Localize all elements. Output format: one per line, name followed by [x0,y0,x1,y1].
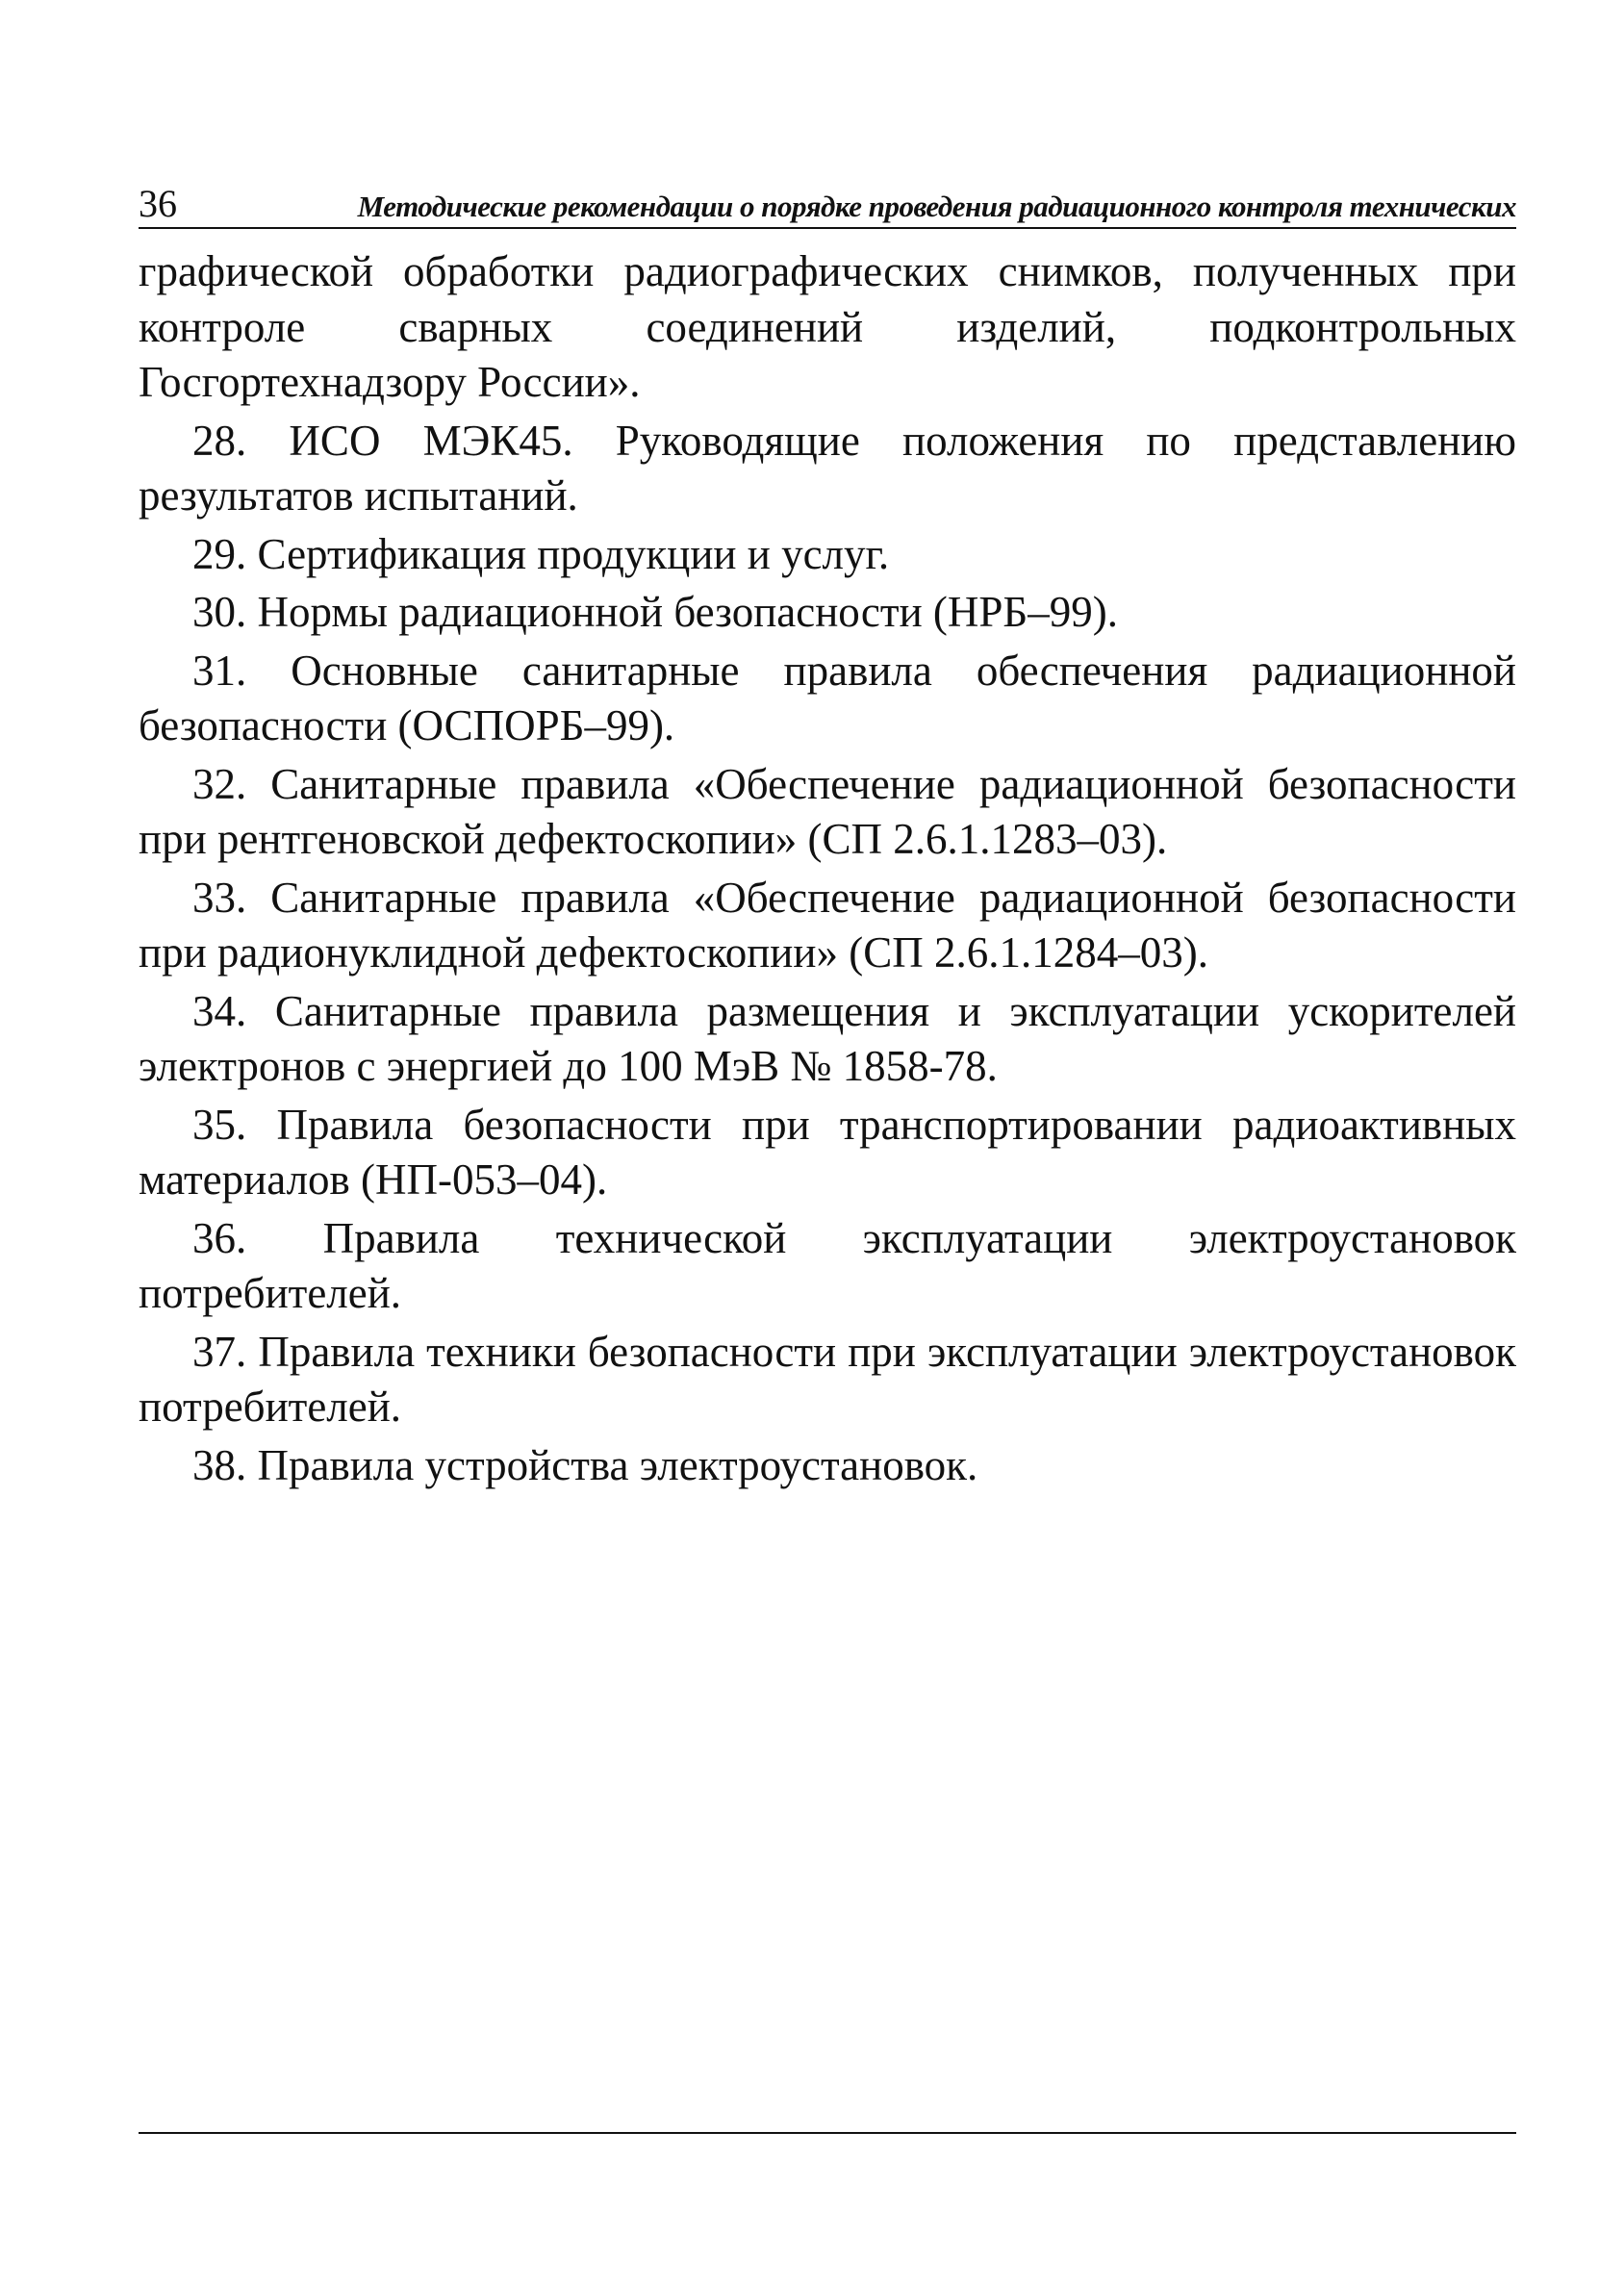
continuation-paragraph: графической обработки радиографических снимков, полученных при контроле сварных соединений изделий, подконтрольных Госгортехнадзору России». [139,247,1516,406]
reference-item-34: 34. Санитарные правила размещения и эксплуатации ускорителей электронов с энергией до 100 МэВ № 1858-78. [139,986,1516,1090]
reference-item-30: 30. Нормы радиационной безопасности (НРБ–99). [192,588,1118,636]
page-header [139,181,1516,229]
footer-rule [139,2132,1516,2134]
reference-list [139,244,1516,1493]
page-number: 36 [139,182,177,225]
reference-item-32: 32. Санитарные правила «Обеспечение радиационной безопасности при рентгеновской дефектоскопии» (СП 2.6.1.1283–03). [139,759,1516,863]
reference-item-37: 37. Правила техники безопасности при эксплуатации электроустановок потребителей. [139,1327,1516,1431]
running-title: Методические рекомендации о порядке проведения радиационного контроля технических [357,190,1516,223]
reference-item-38: 38. Правила устройства электроустановок. [192,1440,978,1489]
reference-item-36: 36. Правила технической эксплуатации электроустановок потребителей. [139,1213,1516,1317]
reference-item-33: 33. Санитарные правила «Обеспечение радиационной безопасности при радионуклидной дефектоскопии» (СП 2.6.1.1284–03). [139,873,1516,977]
reference-item-29: 29. Сертификация продукции и услуг. [192,529,890,578]
reference-item-31: 31. Основные санитарные правила обеспечения радиационной безопасности (ОСПОРБ–99). [139,646,1516,749]
reference-item-35: 35. Правила безопасности при транспортировании радиоактивных материалов (НП-053–04). [139,1100,1516,1204]
reference-item-28: 28. ИСО МЭК45. Руководящие положения по представлению результатов испытаний. [139,416,1516,520]
